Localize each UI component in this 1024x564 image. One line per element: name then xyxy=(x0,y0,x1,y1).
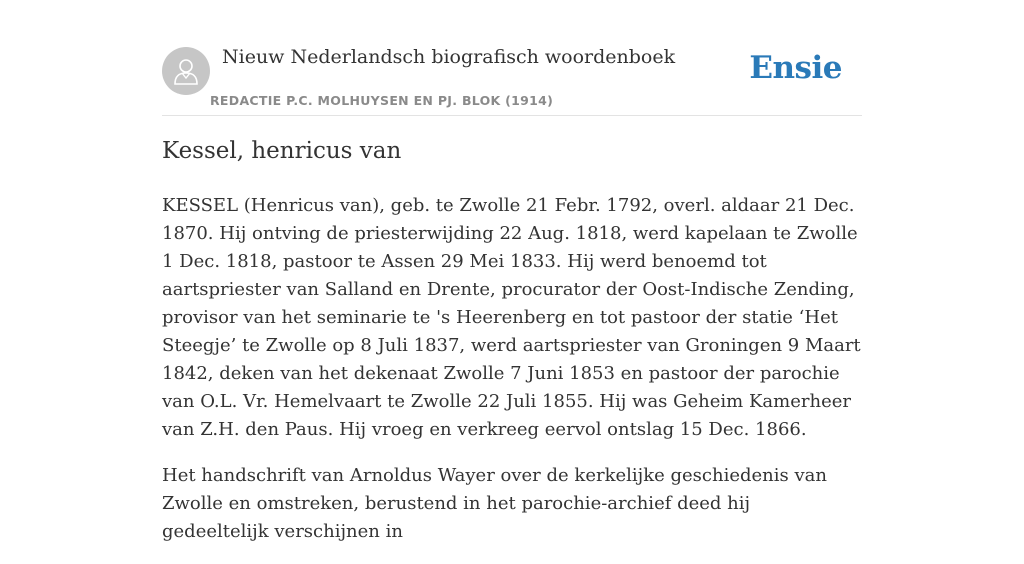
book-title-link[interactable]: Nieuw Nederlandsch biografisch woordenboek xyxy=(222,46,676,68)
entry-paragraph: Het handschrift van Arnoldus Wayer over de kerkelijke geschiedenis van Zwolle en omstreken, berustend in het parochie-archief deed hij gedeeltelijk verschijnen in xyxy=(162,465,827,542)
book-editors: REDACTIE P.C. MOLHUYSEN EN PJ. BLOK (1914) xyxy=(210,93,554,108)
brand-logo[interactable]: Ensie xyxy=(749,50,842,86)
entry-paragraph: KESSEL (Henricus van), geb. te Zwolle 21 Febr. 1792, overl. aldaar 21 Dec. 1870. Hij ontving de priesterwijding 22 Aug. 1818, werd kapelaan te Zwolle 1 Dec. 1818, pastoor te Assen 29 Mei 1833. Hij werd benoemd tot aartspriester van Salland en Drente, procurator der Oost-Indische Zending, provisor van het seminarie te 's Heerenberg en tot pastoor der statie ‘Het Steegje’ te Zwolle op 8 Juli 1837, werd aartspriester van Groningen 9 Maart 1842, deken van het dekenaat Zwolle 7 Juni 1853 en pastoor der parochie van O.L. Vr. Hemelvaart te Zwolle 22 Juli 1855. Hij was Geheim Kamerheer van Z.H. den Paus. Hij vroeg en verkreeg eervol ontslag 15 Dec. 1866. xyxy=(162,195,861,440)
entry-title: Kessel, henricus van xyxy=(162,138,402,164)
author-avatar[interactable] xyxy=(162,47,210,95)
header xyxy=(162,40,862,116)
entry-body xyxy=(162,192,862,564)
user-icon xyxy=(173,57,199,85)
